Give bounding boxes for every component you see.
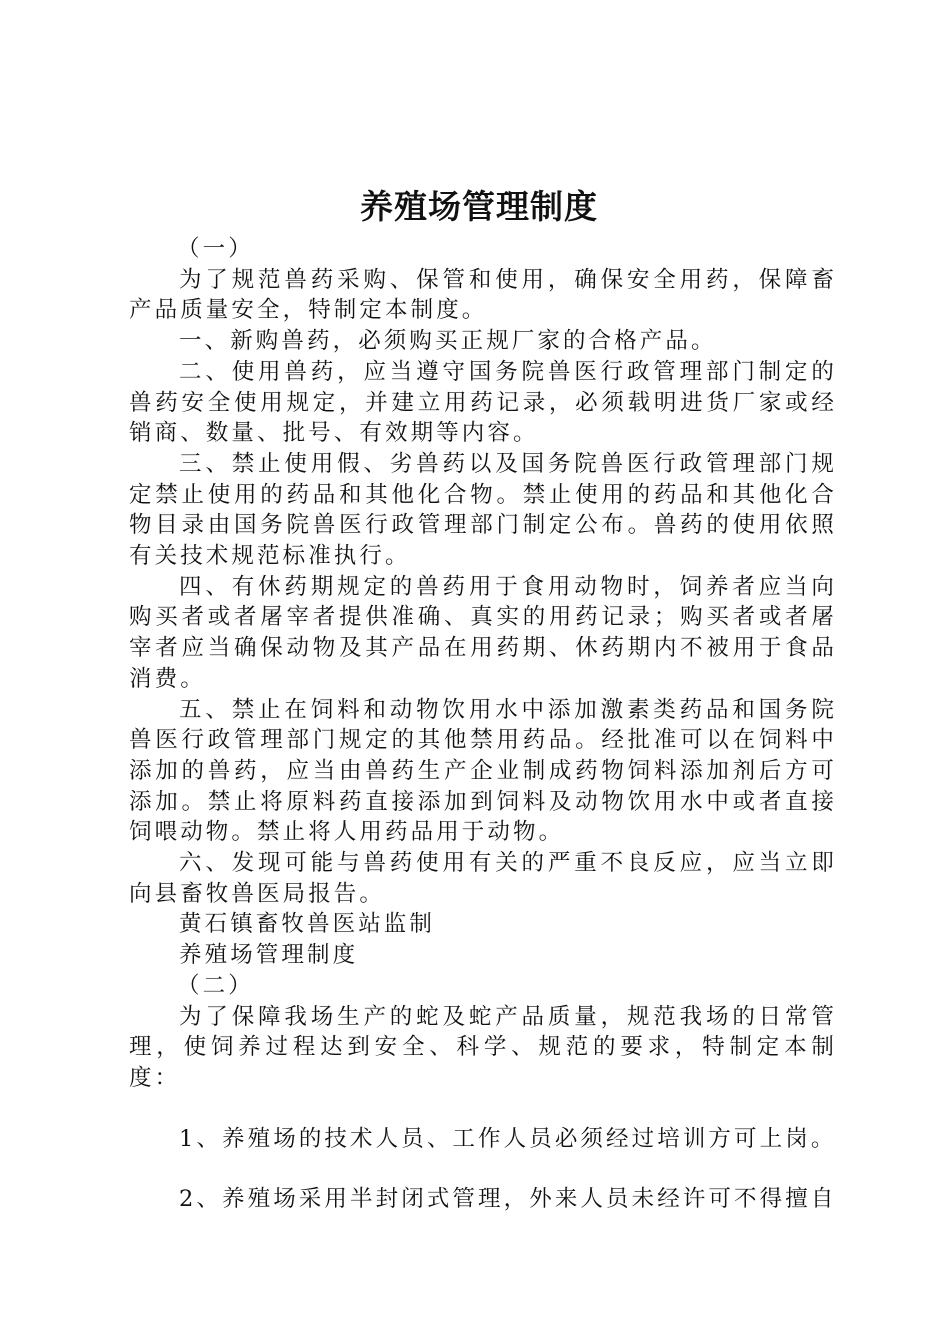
document-title: 养殖场管理制度 xyxy=(360,187,598,226)
rule-paragraph-5: 五、禁止在饲料和动物饮用水中添加激素类药品和国务院兽医行政管理部门规定的其他禁用药品。经批准可以在饲料中添加的兽药，应当由兽药生产企业制成药物饲料添加剂后方可添加。禁止将原料药直接添加到饲料及动物饮用水中或者直接饲喂动物。禁止将人用药品用于动物。 xyxy=(129,696,837,846)
rule-paragraph-6: 六、发现可能与兽药使用有关的严重不良反应，应当立即向县畜牧兽医局报告。 xyxy=(129,850,837,907)
document-body xyxy=(129,234,837,1215)
section-marker-1: （一） xyxy=(177,236,254,262)
numbered-item-1: 1、养殖场的技术人员、工作人员必须经过培训方可上岗。 xyxy=(179,1125,837,1152)
rule-paragraph-3: 三、禁止使用假、劣兽药以及国务院兽医行政管理部门规定禁止使用的药品和其他化合物。禁止使用的药品和其他化合物目录由国务院兽医行政管理部门制定公布。兽药的使用依照有关技术规范标准执行。 xyxy=(129,450,837,570)
rule-paragraph-4: 四、有休药期规定的兽药用于食用动物时，饲养者应当向购买者或者屠宰者提供准确、真实的用药记录；购买者或者屠宰者应当确保动物及其产品在用药期、休药期内不被用于食品消费。 xyxy=(129,573,837,692)
intro-paragraph-1: 为了规范兽药采购、保管和使用，确保安全用药，保障畜产品质量安全，特制定本制度。 xyxy=(129,266,837,324)
issuer-line: 黄石镇畜牧兽医站监制 xyxy=(179,911,436,938)
rule-paragraph-2: 二、使用兽药，应当遵守国务院兽医行政管理部门制定的兽药安全使用规定，并建立用药记录，必须载明进货厂家或经销商、数量、批号、有效期等内容。 xyxy=(129,358,837,447)
section-marker-2: （二） xyxy=(177,972,254,999)
intro-paragraph-2: 为了保障我场生产的蛇及蛇产品质量，规范我场的日常管理，使饲养过程达到安全、科学、规范的要求，特制定本制度： xyxy=(129,1003,837,1091)
subtitle-line: 养殖场管理制度 xyxy=(179,942,359,969)
numbered-item-2: 2、养殖场采用半封闭式管理，外来人员未经许可不得擅自 xyxy=(179,1186,837,1213)
rule-paragraph-1: 一、新购兽药，必须购买正规厂家的合格产品。 xyxy=(179,328,717,355)
